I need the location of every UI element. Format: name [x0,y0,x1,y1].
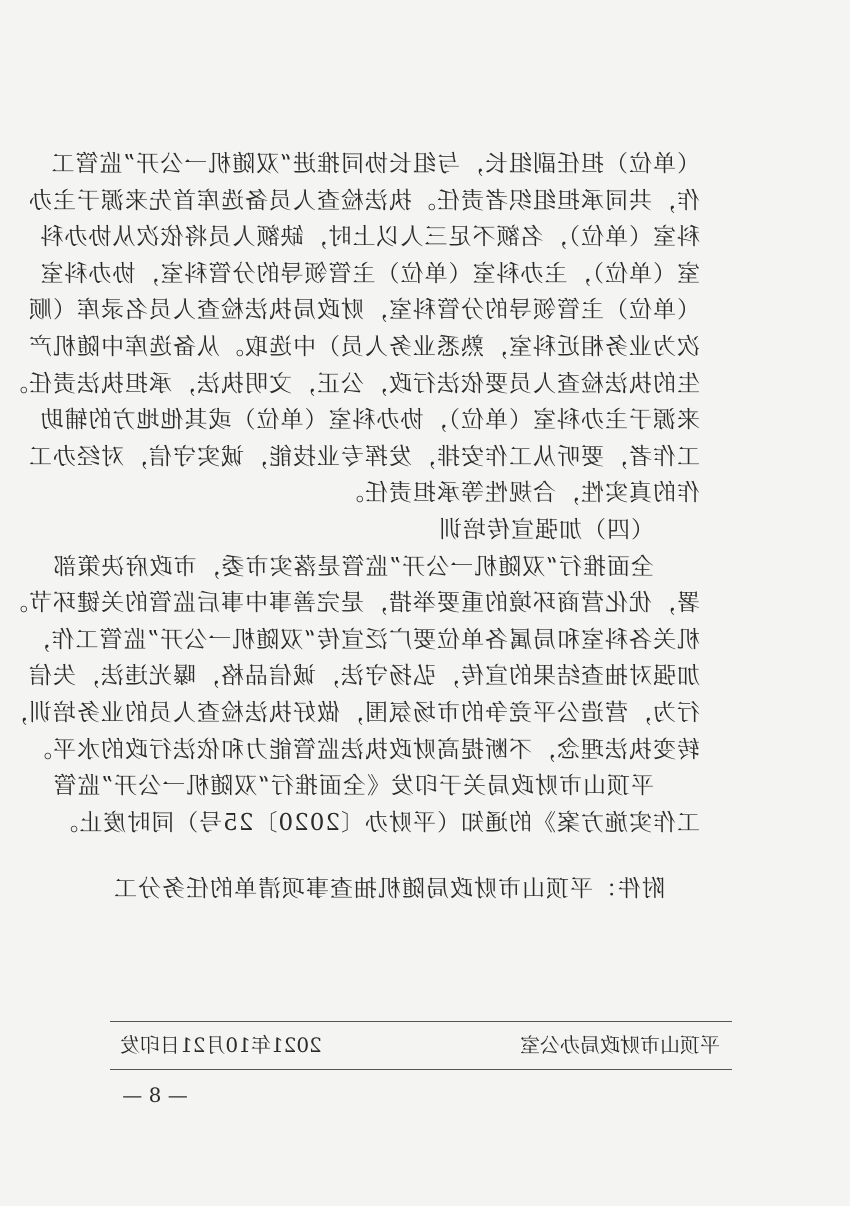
section-line: 转变执法理念，不断提高财政执法监管能力和依法行政的水平。 [28,736,700,763]
section-heading: （四）加强宣传培训 [438,516,654,543]
body-line: 次为业务相近科室，熟悉业务人员）中选取。从备选库中随机产 [28,333,700,360]
body-line: 作，共同承担组织者责任。执法检查人员备选库首先来源于主办 [28,187,700,214]
body-line: （单位）主管领导的分管科室，财政局执法检查人员名录库（顺 [28,297,700,324]
body-line: 室（单位），主办科室（单位）主管领导的分管科室，协办科室 [39,260,700,287]
section-line: 机关各科室和局属各单位要广泛宣传“双随机一公开”监管工作， [26,626,700,653]
issue-date: 2021年10月21日印发 [120,1033,322,1057]
body-line: 生的执法检查人员要依法行政，公正，文明执法，承担执法责任。 [4,370,700,397]
section-line: 行为，营造公平竞争的市场氛围，做好执法检查人员的业务培训， [4,699,700,726]
body-line: 来源于主办科室（单位），协办科室（单位）或其他地方的辅助 [39,407,700,434]
body-line: 工作者，要听从工作安排，发挥专业技能，诚实守信，对经办工 [28,443,700,470]
section-line: 全面推行“双随机一公开”监管是落实市委，市政府决策部 [52,553,654,580]
section-line: 署，优化营商环境的重要举措，是完善事中事后监管的关键环节。 [4,590,700,617]
closing-line: 平顶山市财政局关于印发《全面推行“双随机一公开”监管 [52,773,654,800]
attachment-note: 附件：平顶山市财政局随机抽查事项清单的任务分工 [113,876,665,902]
body-line: 科室（单位），名额不足三人以上时，缺额人员将依次从协办科 [39,224,700,251]
section-line: 加强对抽查结果的宣传，弘扬守法，诚信品格，曝光违法，失信 [28,663,700,690]
issuance-line [120,1030,720,1060]
closing-line: 工作实施方案》的通知（平财办〔2020〕25号）同时废止。 [54,809,700,836]
footer-rule-top [110,1021,732,1022]
issuer: 平顶山市财政局办公室 [520,1033,720,1057]
footer-rule-bottom [110,1069,732,1070]
body-line: 作的真实性，合规性等承担责任。 [340,480,700,507]
body-text [4,146,700,841]
page-number: — 8 — [122,1083,188,1107]
body-line: （单位）担任副组长，与组长协同推进“双随机一公开”监管工 [50,151,700,177]
